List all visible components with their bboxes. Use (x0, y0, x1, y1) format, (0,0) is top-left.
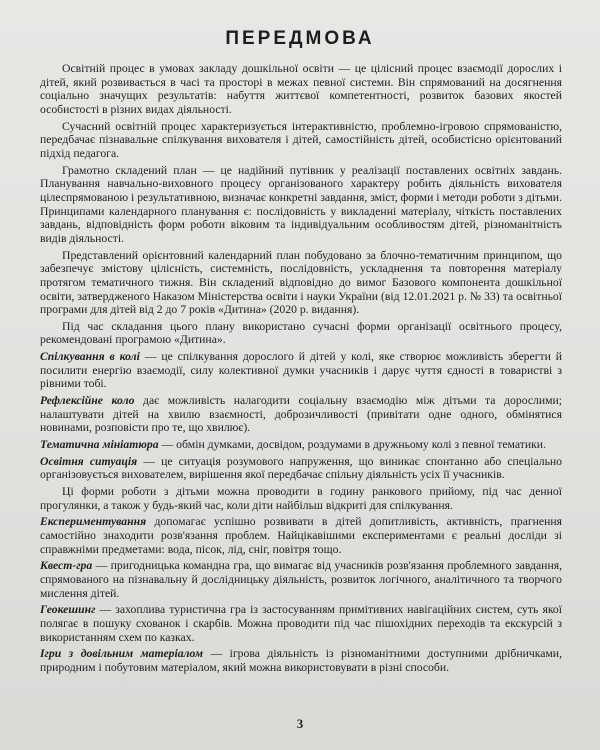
definition-term: Тематична мініатюра (40, 438, 159, 452)
page-number: 3 (296, 716, 304, 731)
definition-text: — обмін думками, досвідом, роздумами в дружньому колі з певної тематики. (158, 438, 546, 452)
definition-paragraph (40, 350, 562, 391)
definition-text: — захоплива туристична гра із застосуванням примітивних навігаційних систем, суть якої полягає в пошуку схованок і скарбів. Можна проводити під час пішохідних переходів та екскурсій з використанням схем по казках. (40, 603, 562, 644)
paragraph: Сучасний освітній процес характеризується інтерактивністю, проблемно-ігровою спрямованістю, передбачає пізнавальне спілкування вихователя і дітей, самостійність дітей, особистісно орієнтований підхід педагога. (40, 119, 562, 160)
definition-term: Ігри з довільним матеріалом (40, 647, 203, 661)
definition-text: допомагає успішно розвивати в дітей допитливість, активність, прагнення самостійно знаходити розв'язання проблем. Найцікавішими експериментами є реальні досліди зі справжніми предметами: вода, пісок, лід, сніг, повітря тощо. (40, 515, 562, 556)
definition-term: Геокешинг (40, 603, 96, 617)
definition-paragraph (40, 394, 562, 435)
body-text (40, 62, 562, 678)
definition-term: Рефлексійне коло (40, 394, 135, 408)
paragraph: Ці форми роботи з дітьми можна проводити в годину ранкового прийому, під час денної прогулянки, а також у будь-який час, коли діти найбільш відкриті для спілкування. (40, 485, 562, 512)
definition-paragraph (40, 455, 562, 482)
page-title: ПЕРЕДМОВА (225, 28, 375, 49)
definition-term: Освітня ситуація (40, 454, 138, 468)
definition-term: Квест-гра (40, 559, 93, 573)
definition-term: Спілкування в колі (40, 350, 140, 364)
paragraph: Грамотно складений план — це надійний путівник у реалізації поставлених освітніх завдань. Планування навчально-виховного процесу організованого характеру робить діяльність вихователя цілеспрямованою і результативною, визначає конкретні завдання, зміст, форми і методи роботи з дітьми. Принципами календарного планування є: послідовність у викладенні матеріалу, чіткість поставлених завдань, відповідність форм роботи віковим та індивідуальним особливостям дітей, різноманітність видів діяльності. (40, 163, 562, 245)
definition-text: — пригодницька командна гра, що вимагає від учасників розв'язання проблемного завдання, спрямованого на пізнавальну й дослідницьку діяльність, розвиток логічного, аналітичного та творчого мислення дітей. (40, 559, 562, 600)
definition-text: — це ситуація розумового напруження, що виникає спонтанно або спеціально організовується вихователем, вирішення якої передбачає спільну діяльність усіх її учасників. (40, 454, 563, 482)
definition-paragraph (40, 515, 562, 556)
definition-text: — це спілкування дорослого й дітей у колі, яке створює можливість зберегти й посилити енергію взаємодії, силу колективної думки учасників і дарує чуття єдності в товаристві з рівними тобі. (40, 350, 562, 391)
paragraph: Представлений орієнтовний календарний план побудовано за блочно-тематичним принципом, що забезпечує змістову цілісність, системність, послідовність, ускладнення та повторення матеріалу протягом тематичного тижня. Він складений відповідно до вимог Базового компонента дошкільної освіти, затвердженого Наказом Міністерства освіти і науки України (від 12.01.2021 р. № 33) та освітньої програми для дітей від 2 до 7 років «Дитина» (2020 р. видання). (40, 248, 562, 317)
definition-paragraph (40, 603, 562, 644)
definition-term: Експериментування (40, 515, 147, 529)
definition-text: — ігрова діяльність із різноманітними доступними дрібничками, природним і побутовим матеріалом, який можна використовувати в різні способи. (40, 647, 562, 674)
definition-text: дає можливість налагодити соціальну взаємодію між дітьми та дорослими; налаштувати дітей на хвилю взаємності, доброзичливості (привітати одне одного, обмінятися новинами, розповісти про те, що хвилює). (40, 394, 563, 435)
definition-paragraph (40, 647, 562, 674)
paragraph: Під час складання цього плану використано сучасні форми організації освітнього процесу, рекомендовані програмою «Дитина». (40, 319, 562, 347)
paragraph: Освітній процес в умовах закладу дошкільної освіти — це цілісний процес взаємодії дорослих і дітей, який розвивається в часі та просторі в межах певної системи. Він спрямований на досягнення соціально значущих результатів: набуття життєвої компетентності, розвиток базових якостей особистості в різних видах діяльності. (40, 62, 562, 116)
definition-paragraph (40, 559, 562, 600)
definition-paragraph (40, 438, 562, 452)
